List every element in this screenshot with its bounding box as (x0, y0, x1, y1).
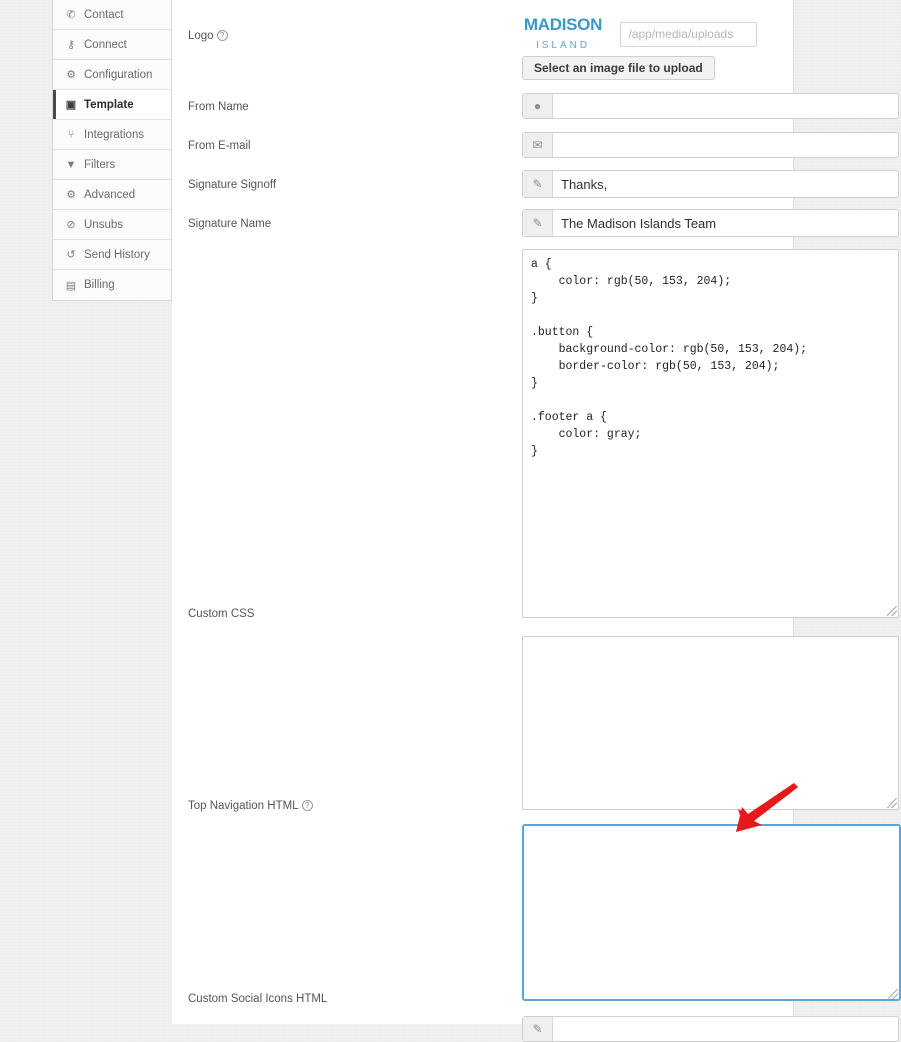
pencil-icon: ✎ (523, 210, 553, 236)
signature-name-input[interactable] (553, 210, 898, 236)
sidebar-item-label: Advanced (84, 188, 136, 201)
signature-name-field[interactable] (522, 209, 899, 237)
from-name-label: From Name (188, 101, 249, 113)
from-email-label: From E-mail (188, 140, 251, 152)
settings-sidebar (52, 0, 172, 301)
custom-social-icons-html-label: Custom Social Icons HTML (188, 993, 328, 1005)
custom-css-textarea[interactable] (522, 249, 899, 618)
from-email-field[interactable] (522, 132, 899, 158)
phone-icon: ✆ (66, 9, 76, 21)
envelope-icon: ✉ (523, 133, 553, 157)
sidebar-item-configuration[interactable] (53, 60, 171, 90)
signature-signoff-label: Signature Signoff (188, 179, 277, 191)
top-navigation-html-label: Top Navigation HTML ? (188, 799, 343, 813)
sidebar-item-filters[interactable] (53, 150, 171, 180)
sidebar-item-contact[interactable] (53, 0, 171, 30)
from-name-input[interactable] (553, 94, 898, 118)
sidebar-item-connect[interactable] (53, 30, 171, 60)
sidebar-item-send-history[interactable] (53, 240, 171, 270)
sidebar-item-unsubs[interactable] (53, 210, 171, 240)
credit-card-icon: ▤ (65, 279, 77, 292)
sidebar-item-advanced[interactable] (53, 180, 171, 210)
help-icon[interactable]: ? (217, 30, 228, 41)
pencil-icon: ✎ (523, 1017, 553, 1041)
signature-name-label: Signature Name (188, 218, 272, 230)
sidebar-item-label: Filters (84, 158, 116, 171)
next-field-input[interactable] (553, 1017, 898, 1041)
sidebar-item-integrations[interactable] (53, 120, 171, 150)
gear-icon: ⚙ (66, 69, 76, 81)
connect-icon: ⚷ (66, 39, 76, 51)
pencil-icon: ✎ (523, 171, 553, 197)
sidebar-item-label: Contact (84, 8, 124, 21)
top-navigation-html-textarea[interactable] (522, 636, 899, 810)
sidebar-item-label: Integrations (84, 128, 145, 141)
no-entry-icon: ⊘ (66, 219, 76, 231)
plug-icon: ⑂ (67, 128, 75, 141)
sidebar-item-billing[interactable] (53, 270, 171, 300)
help-icon[interactable]: ? (302, 800, 313, 811)
funnel-icon: ▼ (65, 158, 77, 171)
signature-signoff-field[interactable] (522, 170, 899, 198)
logo-path-input[interactable]: /app/media/uploads (620, 22, 757, 47)
user-icon: ● (523, 94, 553, 118)
logo-label: Logo ? (188, 29, 343, 43)
select-image-file-button[interactable]: Select an image file to upload (522, 56, 715, 80)
signature-signoff-input[interactable] (553, 171, 898, 197)
image-icon: ▣ (65, 99, 77, 111)
sidebar-item-label: Send History (84, 248, 150, 261)
logo-preview-group (522, 16, 757, 53)
sliders-icon: ⚙ (66, 189, 76, 201)
next-field-partial[interactable] (522, 1016, 899, 1042)
custom-css-label: Custom CSS (188, 608, 255, 620)
sidebar-item-label: Connect (84, 38, 127, 51)
annotation-arrow (728, 785, 800, 837)
custom-social-icons-html-textarea[interactable] (522, 824, 901, 1001)
sidebar-item-label: Template (84, 98, 134, 111)
from-email-input[interactable] (553, 133, 898, 157)
from-name-field[interactable] (522, 93, 899, 119)
madison-island-logo: MADISON ISLAND (523, 15, 603, 51)
history-icon: ↺ (66, 249, 76, 261)
sidebar-item-label: Unsubs (84, 218, 123, 231)
template-settings-panel (172, 0, 794, 1036)
sidebar-item-label: Billing (84, 279, 115, 291)
sidebar-item-template[interactable] (53, 90, 171, 120)
sidebar-item-label: Configuration (84, 68, 153, 81)
